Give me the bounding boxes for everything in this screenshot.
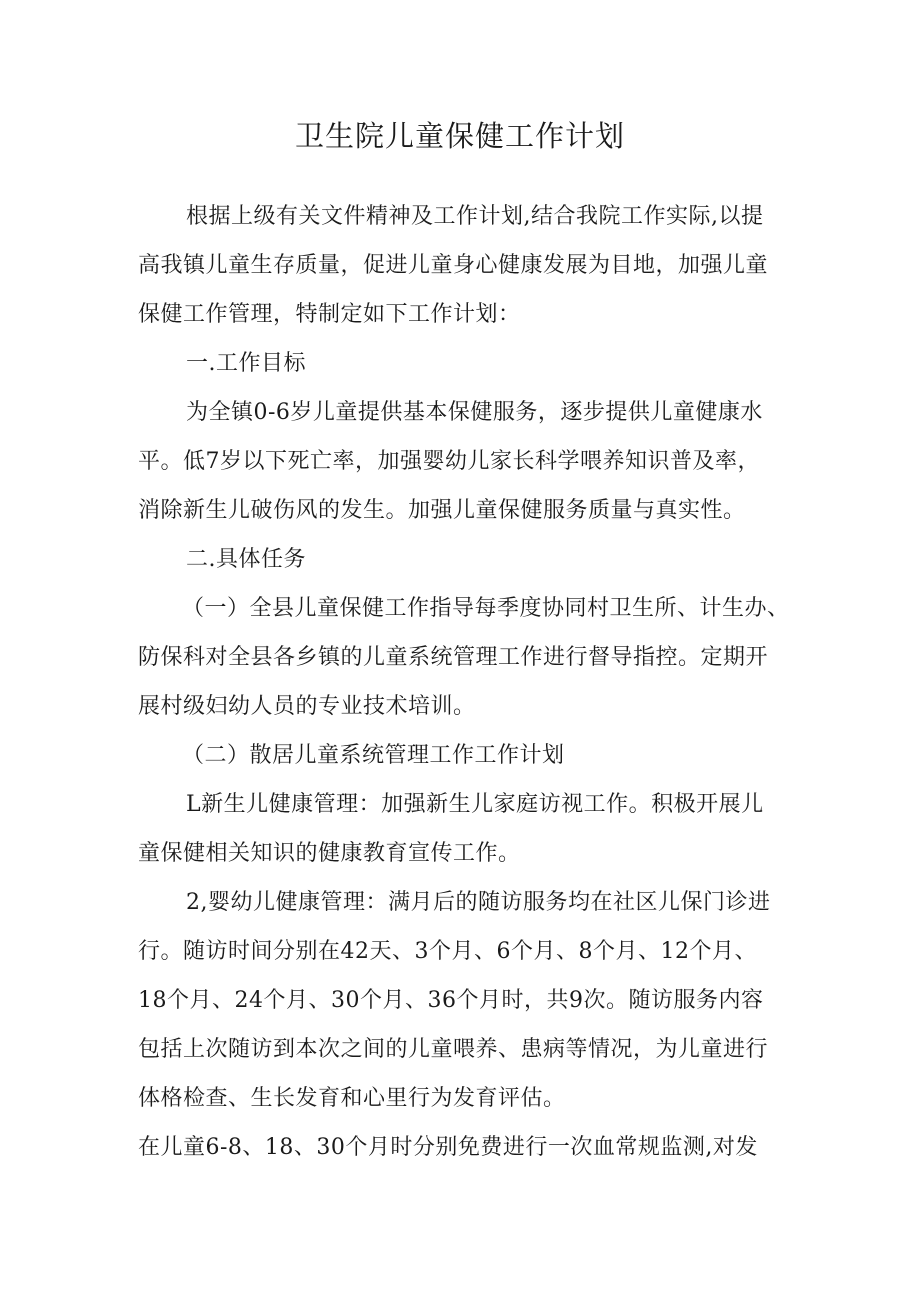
text-line: （一）全县儿童保健工作指导每季度协同村卫生所、计生办、 [182,596,790,621]
text-line: 保健工作管理，特制定如下工作计划： [138,302,521,327]
document-title: 卫生院儿童保健工作计划 [294,119,625,153]
text-line: 行。随访时间分别在42天、3个月、6个月、8个月、12个月、 [138,939,757,964]
text-line: 在儿童6-8、18、30个月时分别免费进行一次血常规监测,对发 [138,1135,758,1160]
document-body [138,192,798,1172]
text-line: L新生儿健康管理：加强新生儿家庭访视工作。积极开展儿 [186,792,764,817]
text-line: 根据上级有关文件精神及工作计划,结合我院工作实际,以提 [186,204,764,229]
text-line: 消除新生儿破伤风的发生。加强儿童保健服务质量与真实性。 [138,498,746,523]
text-line: 包括上次随访到本次之间的儿童喂养、患病等情况，为儿童进行 [138,1037,769,1062]
text-line: 高我镇儿童生存质量，促进儿童身心健康发展为目地，加强儿童 [138,253,769,278]
text-line: 一.工作目标 [186,351,306,376]
text-line: 为全镇0-6岁儿童提供基本保健服务，逐步提供儿童健康水 [186,400,763,425]
text-line: 展村级妇幼人员的专业技术培训。 [138,694,476,719]
text-line: 18个月、24个月、30个月、36个月时，共9次。随访服务内容 [138,988,764,1013]
text-line: 防保科对全县各乡镇的儿童系统管理工作进行督导指控。定期开 [138,645,769,670]
text-line: （二）散居儿童系统管理工作工作计划 [182,743,565,768]
text-line: 二.具体任务 [186,547,306,572]
text-line: 童保健相关知识的健康教育宣传工作。 [138,841,521,866]
text-line: 体格检查、生长发育和心里行为发育评估。 [138,1086,566,1111]
text-line: 平。低7岁以下死亡率，加强婴幼儿家长科学喂养知识普及率， [138,449,760,474]
text-line: 2,婴幼儿健康管理：满月后的随访服务均在社区儿保门诊进 [186,890,771,915]
